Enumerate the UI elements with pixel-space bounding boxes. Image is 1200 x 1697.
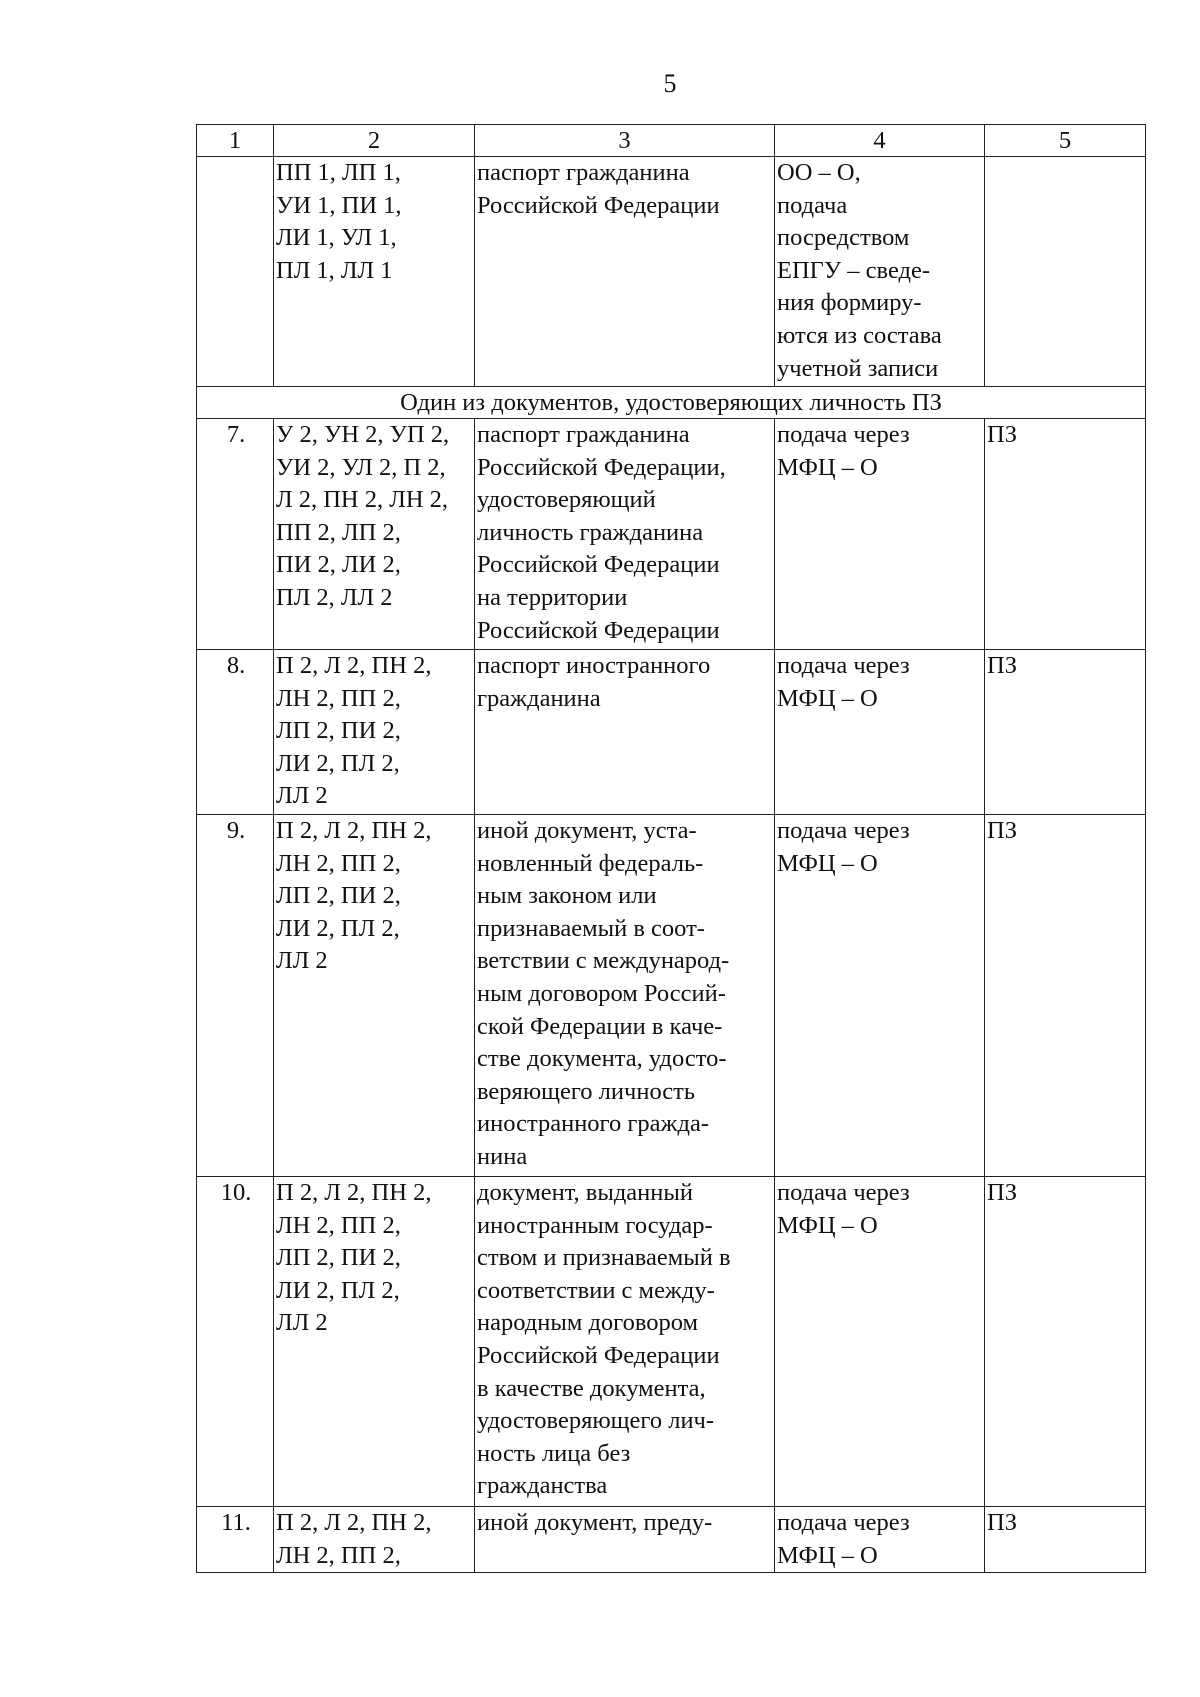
row-document: паспорт гражданина Российской Федерации, удостоверяющий личность гражданина Российской Федерации на территории Российской Федерации bbox=[475, 419, 775, 650]
row-document: паспорт гражданина Российской Федерации bbox=[475, 157, 775, 387]
table-row bbox=[197, 650, 1146, 815]
row-codes: П 2, Л 2, ПН 2, ЛН 2, ПП 2, ЛП 2, ПИ 2, ЛИ 2, ПЛ 2, ЛЛ 2 bbox=[274, 1177, 475, 1507]
row-number: 9. bbox=[197, 815, 274, 1177]
row-method: подача через МФЦ – О bbox=[775, 419, 985, 650]
row-document: документ, выданный иностранным государ- ством и признаваемый в соответствии с между- народным договором Российской Федерации в качестве документа, удостоверяющего лич- ность лица без гражданства bbox=[475, 1177, 775, 1507]
header-col-2: 2 bbox=[274, 125, 475, 157]
row-number: 7. bbox=[197, 419, 274, 650]
table-row bbox=[197, 1177, 1146, 1507]
row-method: подача через МФЦ – О bbox=[775, 1507, 985, 1573]
row-number bbox=[197, 157, 274, 387]
table-row bbox=[197, 1507, 1146, 1573]
table-header-row bbox=[197, 125, 1146, 157]
row-codes: П 2, Л 2, ПН 2, ЛН 2, ПП 2, bbox=[274, 1507, 475, 1573]
row-codes: П 2, Л 2, ПН 2, ЛН 2, ПП 2, ЛП 2, ПИ 2, ЛИ 2, ПЛ 2, ЛЛ 2 bbox=[274, 815, 475, 1177]
table-row bbox=[197, 815, 1146, 1177]
header-col-1: 1 bbox=[197, 125, 274, 157]
row-note: ПЗ bbox=[985, 650, 1146, 815]
row-codes: П 2, Л 2, ПН 2, ЛН 2, ПП 2, ЛП 2, ПИ 2, ЛИ 2, ПЛ 2, ЛЛ 2 bbox=[274, 650, 475, 815]
row-number: 10. bbox=[197, 1177, 274, 1507]
row-method: подача через МФЦ – О bbox=[775, 650, 985, 815]
row-codes: У 2, УН 2, УП 2, УИ 2, УЛ 2, П 2, Л 2, ПН 2, ЛН 2, ПП 2, ЛП 2, ПИ 2, ЛИ 2, ПЛ 2, ЛЛ 2 bbox=[274, 419, 475, 650]
document-table bbox=[196, 124, 1146, 1573]
row-document: паспорт иностранного гражданина bbox=[475, 650, 775, 815]
row-note: ПЗ bbox=[985, 815, 1146, 1177]
section-title: Один из документов, удостоверяющих личность ПЗ bbox=[197, 387, 1146, 419]
row-document: иной документ, преду- bbox=[475, 1507, 775, 1573]
page-number: 5 bbox=[663, 69, 677, 98]
row-note: ПЗ bbox=[985, 1507, 1146, 1573]
row-note bbox=[985, 157, 1146, 387]
section-row bbox=[197, 387, 1146, 419]
row-number: 8. bbox=[197, 650, 274, 815]
row-number: 11. bbox=[197, 1507, 274, 1573]
header-col-4: 4 bbox=[775, 125, 985, 157]
row-method: подача через МФЦ – О bbox=[775, 815, 985, 1177]
row-document: иной документ, уста- новленный федераль- ным законом или признаваемый в соот- ветствии с международ- ным договором Россий- ской Федерации в каче- стве документа, удосто- веряющего личность иностранного гражда- нина bbox=[475, 815, 775, 1177]
row-method: подача через МФЦ – О bbox=[775, 1177, 985, 1507]
table-row bbox=[197, 157, 1146, 387]
header-col-5: 5 bbox=[985, 125, 1146, 157]
table-row bbox=[197, 419, 1146, 650]
row-note: ПЗ bbox=[985, 1177, 1146, 1507]
header-col-3: 3 bbox=[475, 125, 775, 157]
row-method: ОО – О, подача посредством ЕПГУ – сведе- ния формиру- ются из состава учетной записи bbox=[775, 157, 985, 387]
row-codes: ПП 1, ЛП 1, УИ 1, ПИ 1, ЛИ 1, УЛ 1, ПЛ 1, ЛЛ 1 bbox=[274, 157, 475, 387]
row-note: ПЗ bbox=[985, 419, 1146, 650]
